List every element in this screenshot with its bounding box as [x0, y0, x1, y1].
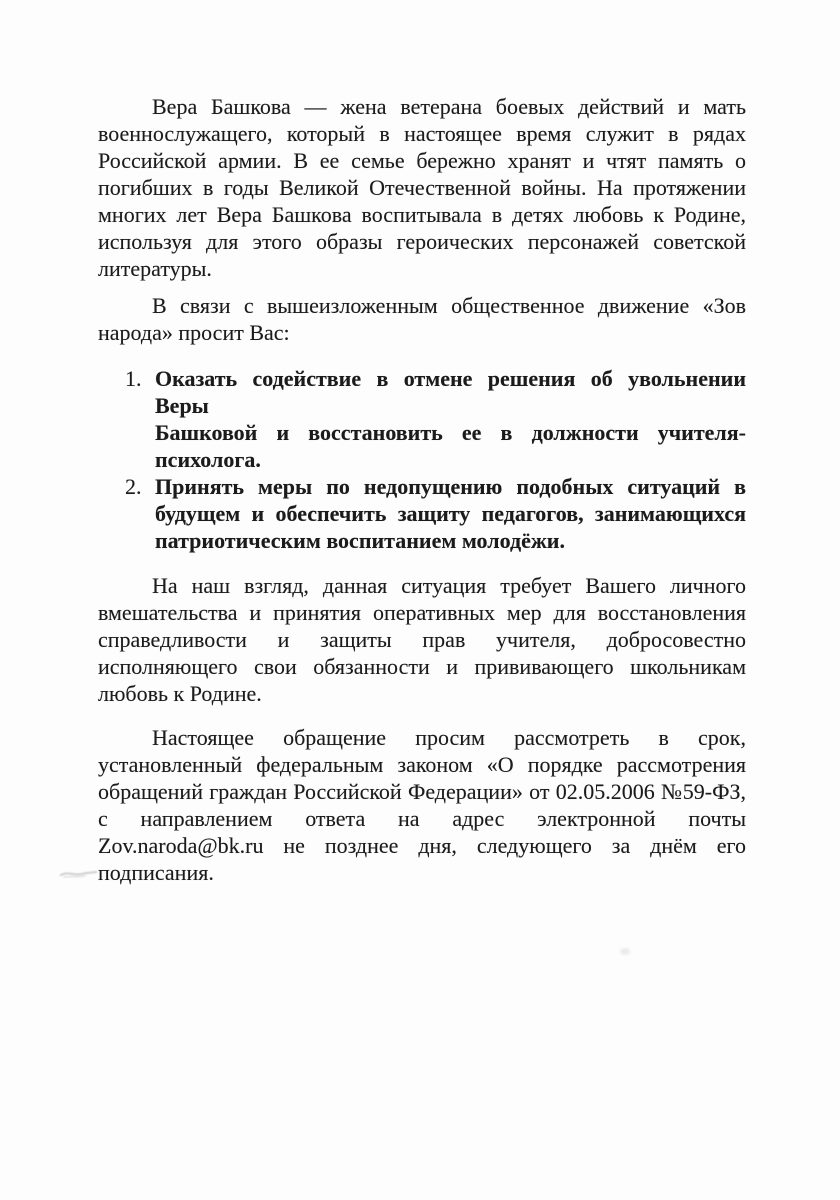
text-line: подписания.	[98, 860, 214, 885]
text-line: исполняющего свои обязанности и прививающего школьникам	[98, 654, 746, 679]
text-line: Башковой и восстановить ее в должности учителя-	[155, 420, 746, 445]
text-line: обращений граждан Российской Федерации» от 02.05.2006 №59-ФЗ,	[98, 779, 746, 804]
text-line: На наш взгляд, данная ситуация требует Вашего личного	[152, 573, 746, 598]
text-line: Принять меры по недопущению подобных ситуаций в	[155, 474, 746, 499]
text-line: психолога.	[155, 447, 261, 472]
text-line: военнослужащего, который в настоящее время служит в рядах	[98, 121, 746, 146]
text-line: справедливости и защиты прав учителя, добросовестно	[98, 627, 746, 652]
text-line: народа» просит Вас:	[98, 320, 290, 345]
text-line: установленный федеральным законом «О порядке рассмотрения	[98, 752, 746, 777]
text-line: используя для этого образы героических персонажей советской	[98, 229, 746, 254]
list-item	[98, 365, 746, 473]
text-line: многих лет Вера Башкова воспитывала в детях любовь к Родине,	[98, 202, 746, 227]
list-number: 1.	[125, 366, 142, 391]
smudge-mark	[620, 948, 630, 955]
text-line: Российской армии. В ее семье бережно хранят и чтят память о	[98, 148, 746, 173]
text-line: литературы.	[98, 256, 212, 281]
list-item	[98, 473, 746, 554]
text-line: Вера Башкова — жена ветерана боевых действий и мать	[152, 94, 746, 119]
text-line: будущем и обеспечить защиту педагогов, занимающихся	[155, 501, 746, 526]
pencil-mark	[58, 864, 100, 882]
text-line: патриотическим воспитанием молодёжи.	[155, 528, 565, 553]
letter-body	[98, 93, 746, 886]
text-line: Оказать содействие в отмене решения об увольнении Веры	[155, 366, 746, 418]
paragraph	[98, 572, 746, 707]
list-number: 2.	[125, 474, 142, 499]
paragraph	[98, 724, 746, 886]
text-line: В связи с вышеизложенным общественное движение «Зов	[152, 293, 746, 318]
text-line: погибших в годы Великой Отечественной войны. На протяжении	[98, 175, 746, 200]
paragraph	[98, 292, 746, 346]
text-line: вмешательства и принятия оперативных мер для восстановления	[98, 600, 746, 625]
text-line: с направлением ответа на адрес электронной почты	[98, 806, 746, 831]
text-line: любовь к Родине.	[98, 681, 262, 706]
text-line: Настоящее обращение просим рассмотреть в срок,	[152, 725, 746, 750]
text-line: Zov.naroda@bk.ru не позднее дня, следующего за днём его	[98, 833, 746, 858]
paragraph	[98, 93, 746, 282]
